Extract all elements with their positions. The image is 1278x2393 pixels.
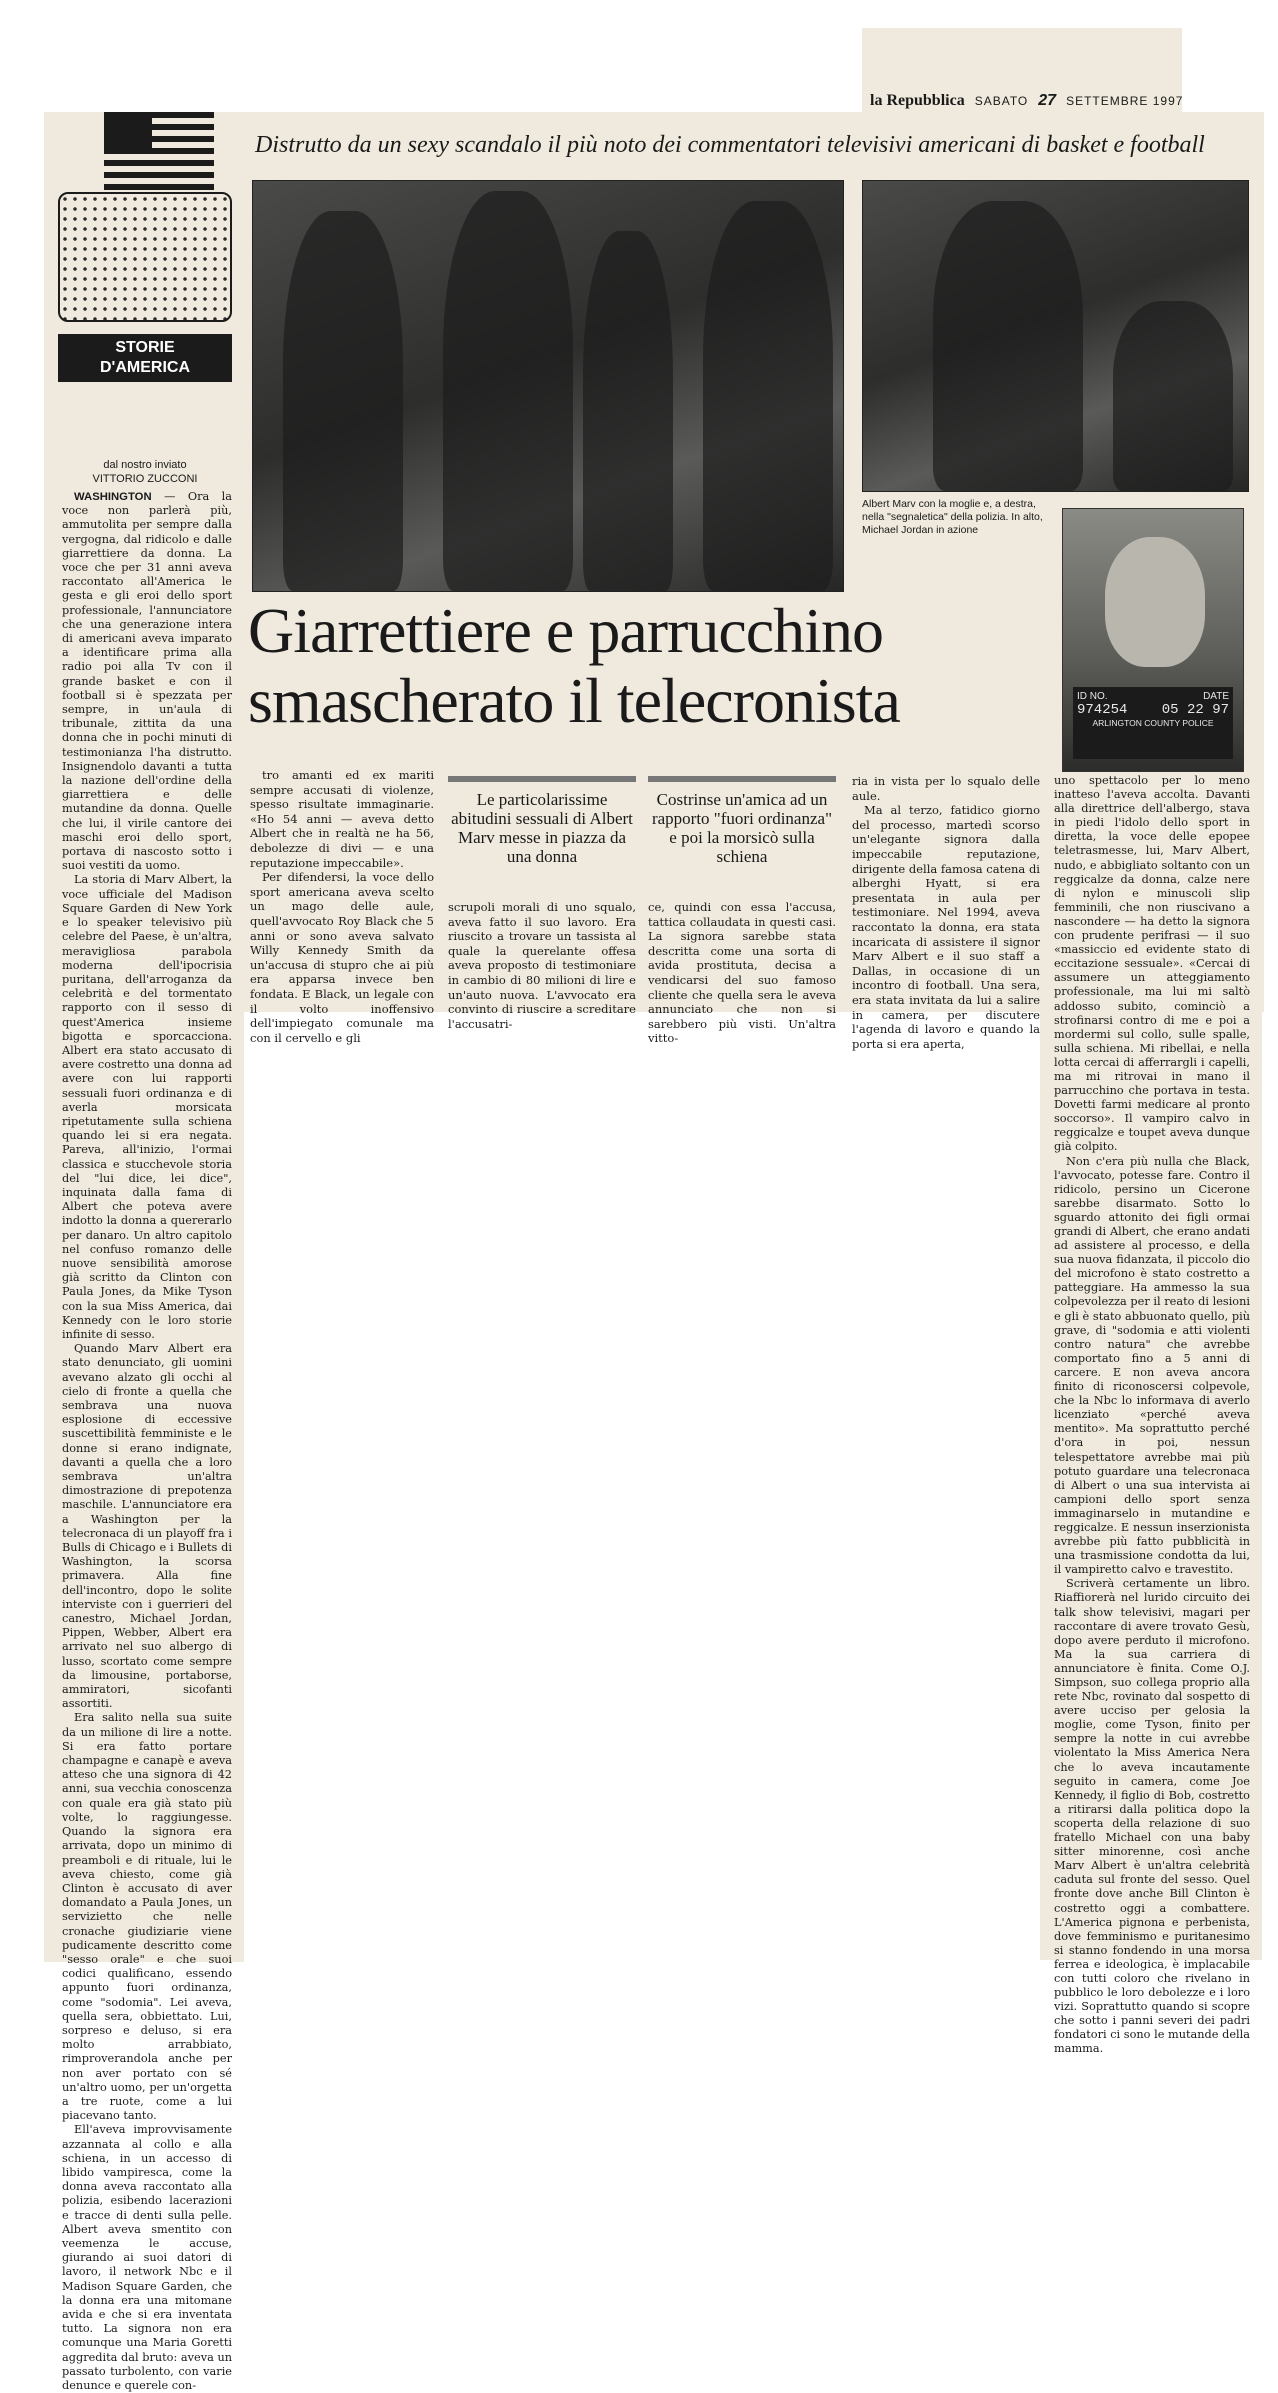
masthead <box>870 92 1270 116</box>
col2-p1: tro amanti ed ex mariti sempre accusati di violenze, spesso risultate immaginarie. «Ho 54 anni — aveva detto Albert che in realtà ne ha 56, debolezze di divi — e una reputazione impeccabile». <box>250 768 434 870</box>
col1-p1: — Ora la voce non parlerà più, ammutolita per sempre dalla vergogna, dal ridicolo e dalle giarrettiere da donna. La voce che per 31 anni aveva raccontato all'America le gesta e gli eroi dello sport professionale, l'annunciatore che una generazione intera di americani aveva imparato a identificare prima alla radio poi alla Tv con il grande basket e con il football si è spezzata per sempre, in un'aula di tribunale, zittita da una donna che in pochi minuti di testimonianza l'ha distrutto. Insignendolo davanti a tutta la nazione dell'ordine della giarrettiera e delle mutandine da donna. Quelle che lui, il virile cantore dei maschi eroi dello sport, portava di nascosto sotto i suoi vestiti da uomo. <box>62 490 232 873</box>
col4-p1: ce, quindi con essa l'accusa, tattica collaudata in questi casi. La signora sarebbe stata descritta come una sorta di avida prostituta, decisa a vendicarsi del suo famoso cliente che quella sera le aveva annunciato che non si sarebbero più visti. Un'altra vitto- <box>648 900 836 1046</box>
headline-line1: Giarrettiere e parrucchino <box>248 595 883 666</box>
deck-left: Le particolarissime abitudini sessuali di Albert Marv messe in piazza da una donna <box>448 776 636 866</box>
masthead-day: SABATO <box>974 94 1029 108</box>
column-4 <box>648 900 836 1046</box>
mugshot-photo <box>1062 508 1244 772</box>
masthead-paper: la Repubblica <box>870 92 965 109</box>
masthead-month-year: SETTEMBRE 1997 <box>1066 94 1184 108</box>
headline <box>248 596 1048 736</box>
section-label-line1: STORIE <box>115 339 175 356</box>
column-6 <box>1054 774 1250 2057</box>
mugshot-id-label: ID NO. <box>1077 691 1108 702</box>
col1-p3: Quando Marv Albert era stato denunciato, gli uomini avevano alzato gli occhi al cielo di fronte a quella che sembrava una nuova esplosione di eccessive suscettibilità femministe e le donne si erano indignate, davanti a quella che a loro sembrava un'altra dimostrazione di prepotenza maschile. L'annunciatore era a Washington per la telecronaca di un playoff fra i Bulls di Chicago e i Bullets di Washington, la scorsa primavera. Alla fine dell'incontro, dopo le solite interviste con i guerrieri del canestro, Michael Jordan, Pippen, Webber, Albert era arrivato nel suo albergo di lusso, scortato come sempre da limousine, portaborse, ammiratori, sicofanti assortiti. <box>62 1342 232 1711</box>
col6-p2: Non c'era più nulla che Black, l'avvocato, potesse fare. Contro il ridicolo, persino un Cicerone sarebbe disarmato. Sotto lo sguardo attonito dei figli ormai grandi di Albert, che erano andati ad assistere al processo, e della sua nuova fidanzata, il piccolo dio del microfono è stato costretto a patteggiare. Ha ammesso la sua colpevolezza per il reato di lesioni e gli è stato abbuonato quello, più grave, di "sodomia e atti violenti contro natura" che avrebbe comportato fino a 5 anni di carcere. E non aveva ancora finito di riconoscersi colpevole, che la Nbc lo informava di averlo licenziato «perché aveva mentito». Ma soprattutto perché d'ora in poi, nessun telespettatore avrebbe mai più potuto guardare una telecronaca di Albert o una sua intervista ai campioni dello sport senza immaginarselo in mutandine e reggicalze. E nessun inserzionista avrebbe più fatto pubblicità in una trasmissione condotta da lui, il vampiretto calvo e travestito. <box>1054 1154 1250 1577</box>
section-label-line2: D'AMERICA <box>99 359 191 376</box>
col3-p1: scrupoli morali di uno squalo, aveva fatto il suo lavoro. Era riuscito a trovare un tassista al quale la querelante offesa aveva proposto di testimoniare in cambio di 80 milioni di lire e un'auto nuova. L'avvocato era convinto di riuscire a screditare l'accusatri- <box>448 900 636 1031</box>
col1-p5: Ell'aveva improvvisamente azzannata al collo e alla schiena, in un accesso di libido vampiresca, come la donna aveva raccontato alla polizia, esibendo lacerazioni e tracce di denti sulla pelle. Albert aveva smentito con veemenza le accuse, giurando ai suoi datori di lavoro, il network Nbc e il Madison Square Garden, che la donna era una mitomane avida e che si era inventata tutto. La signora non era comunque una Maria Goretti aggredita dal bruto: aveva un passato turbolento, con varie denunce e querele con- <box>62 2123 232 2393</box>
col5-p2: Ma al terzo, fatidico giorno del processo, martedì scorso un'elegante signora dalla impeccabile reputazione, dirigente della famosa catena di alberghi Hyatt, si era presentata in aula per testimoniare. Nel 1994, aveva raccontato la donna, era stata incaricata di assistere il signor Marv Albert e il suo staff a Dallas, in occasione di un incontro di football. Una sera, era stata invitata da lui a salire in camera, per discutere l'agenda di lavoro e quando la porta si era aperta, <box>852 803 1040 1051</box>
photo-caption: Albert Marv con la moglie e, a destra, nella "segnaletica" della polizia. In alto, Michael Jordan in azione <box>862 498 1043 536</box>
section-label <box>58 334 232 382</box>
mugshot-date-value: 05 22 97 <box>1161 702 1229 718</box>
deck-right: Costrinse un'amica ad un rapporto "fuori ordinanza" e poi la morsicò sulla schiena <box>648 776 836 866</box>
mugshot-agency: ARLINGTON COUNTY POLICE <box>1092 718 1214 728</box>
column-3 <box>448 900 636 1031</box>
col1-p2: La storia di Marv Albert, la voce ufficiale del Madison Square Garden di New York e lo speaker televisivo più celebre del Paese, è un'altra, meravigliosa parabola moderna dell'ipocrisia puritana, dell'arroganza da celebrità e del tormentato rapporto con il sesso di quest'America insieme bigotta e sporcacciona. Albert era stato accusato di avere costretto una donna ad avere con lui rapporti sessuali fuori ordinanza e di averla morsicata ripetutamente sulla schiena quando lei si era negata. Pareva, all'inizio, l'ormai classica e stucchevole storia del "lui dice, lei dice", inquinata dalla fama di Albert che poteva avere indotto la donna a quererarlo per danaro. Un altro capitolo nel confuso romanzo delle nuove sensibilità amorose già scritto da Clinton con Paula Jones, da Mike Tyson con la sua Miss America, dai Kennedy con le loro storie infinite di sesso. <box>62 873 232 1341</box>
dateline: WASHINGTON <box>74 491 152 503</box>
typewriter-icon <box>58 192 232 322</box>
col6-p1: uno spettacolo per lo meno inatteso l'aveva accolta. Davanti alla direttrice dell'albergo, stava in piedi l'idolo dello sport in diretta, la voce delle epopee teletrasmesse, lui, Marv Albert, nudo, e abbigliato soltanto con un reggicalze da donna, calze nere di nylon e minuscoli slip femminili, che non riuscivano a nascondere — ha detto la signora con prudente perifrasi — il suo «massiccio ed evidente stato di eccitazione sessuale». «Cercai di assumere un atteggiamento professionale, ma lui mi saltò addosso subito, cominciò a strofinarsi contro di me e poi a mordermi sul collo, sulle spalle, sulla schiena. Mi ribellai, e nella lotta cercai di afferrargli i capelli, ma mi ritrovai in mano il parrucchino che portava in testa. Dovetti farmi medicare al pronto soccorso». Il vampiro calvo in reggicalze e toupet aveva dunque già colpito. <box>1054 774 1250 1154</box>
col5-p1: ria in vista per lo squalo delle aule. <box>852 774 1040 803</box>
storie-d-america-logo <box>58 112 232 382</box>
photo-albert-and-wife <box>252 180 844 592</box>
us-flag-icon <box>104 112 214 190</box>
masthead-date-number: 27 <box>1038 92 1057 109</box>
byline-author: VITTORIO ZUCCONI <box>92 473 198 485</box>
byline <box>58 458 232 486</box>
mugshot-id-value: 974254 <box>1077 702 1128 718</box>
column-2 <box>250 768 434 1045</box>
mugshot-date-label: DATE <box>1203 691 1229 702</box>
headline-line2: smascherato il telecronista <box>248 665 900 736</box>
column-1 <box>62 490 232 2393</box>
photo-michael-jordan <box>862 180 1249 492</box>
mugshot-board <box>1073 687 1233 759</box>
column-5 <box>852 774 1040 1051</box>
col1-p4: Era salito nella sua suite da un milione di lire a notte. Si era fatto portare champagne e canapè e aveva atteso che una signora di 42 anni, sua vecchia conoscenza con quale era già stato più volte, lo raggiungesse. Quando la signora era arrivata, dopo un minimo di preamboli e di rituale, lui le aveva chiesto, come già Clinton è accusato di aver domandato a Paula Jones, un servizietto che nelle cronache giudiziarie viene pudicamente descritto come "sesso orale" e che suoi codici qualificano, essendo appunto fuori ordinanza, come "sodomia". Lei aveva, quella sera, obbiettato. Lui, sorpreso e deluso, si era molto arrabbiato, rimproverandola anche per non aver portato con sé un'altro uomo, per un'orgetta a tre ruote, come a lui piacevano tanto. <box>62 1711 232 2123</box>
col6-p3: Scriverà certamente un libro. Riaffiorerà nel lurido circuito dei talk show televisivi, magari per raccontare di avere trovato Gesù, dopo avere perduto il microfono. Ma la sua carriera di annunciatore è finita. Come O.J. Simpson, suo collega proprio alla rete Nbc, rovinato dal sospetto di avere ucciso per gelosia la moglie, come Tyson, finito per sempre la notte in cui avrebbe violentato la Miss America Nera che lo aveva incautamente seguito in camera, come Joe Kennedy, il figlio di Bob, costretto a ritirarsi dalla politica dopo la scoperta della relazione di suo fratello Michael con una baby sitter minorenne, così anche Marv Albert è un'altra celebrità caduta sul fronte del sesso. Quel fronte dove anche Bill Clinton è costretto oggi a combattere. L'America pignona e perbenista, dove femminismo e puritanesimo si stanno fondendo in una morsa ferrea e ideologica, è implacabile con tutti coloro che rivelano in pubblico le loro debolezze e i loro vizi. Soprattutto quando si scopre che sotto i panni severi dei padri fondatori ci sono le mutande della mamma. <box>1054 1577 1250 2056</box>
kicker: Distrutto da un sexy scandalo il più noto dei commentatori televisivi americani di basket e football <box>255 132 1205 158</box>
byline-line1: dal nostro inviato <box>103 459 187 471</box>
col2-p2: Per difendersi, la voce dello sport americana aveva scelto un mago delle aule, quell'avvocato Roy Black che 5 anni or sono aveva salvato Willy Kennedy Smith da un'accusa di stupro che ai più era apparsa invece ben fondata. E Black, un legale con il volto inoffensivo dell'impiegato comunale ma con il cervello e gli <box>250 870 434 1045</box>
